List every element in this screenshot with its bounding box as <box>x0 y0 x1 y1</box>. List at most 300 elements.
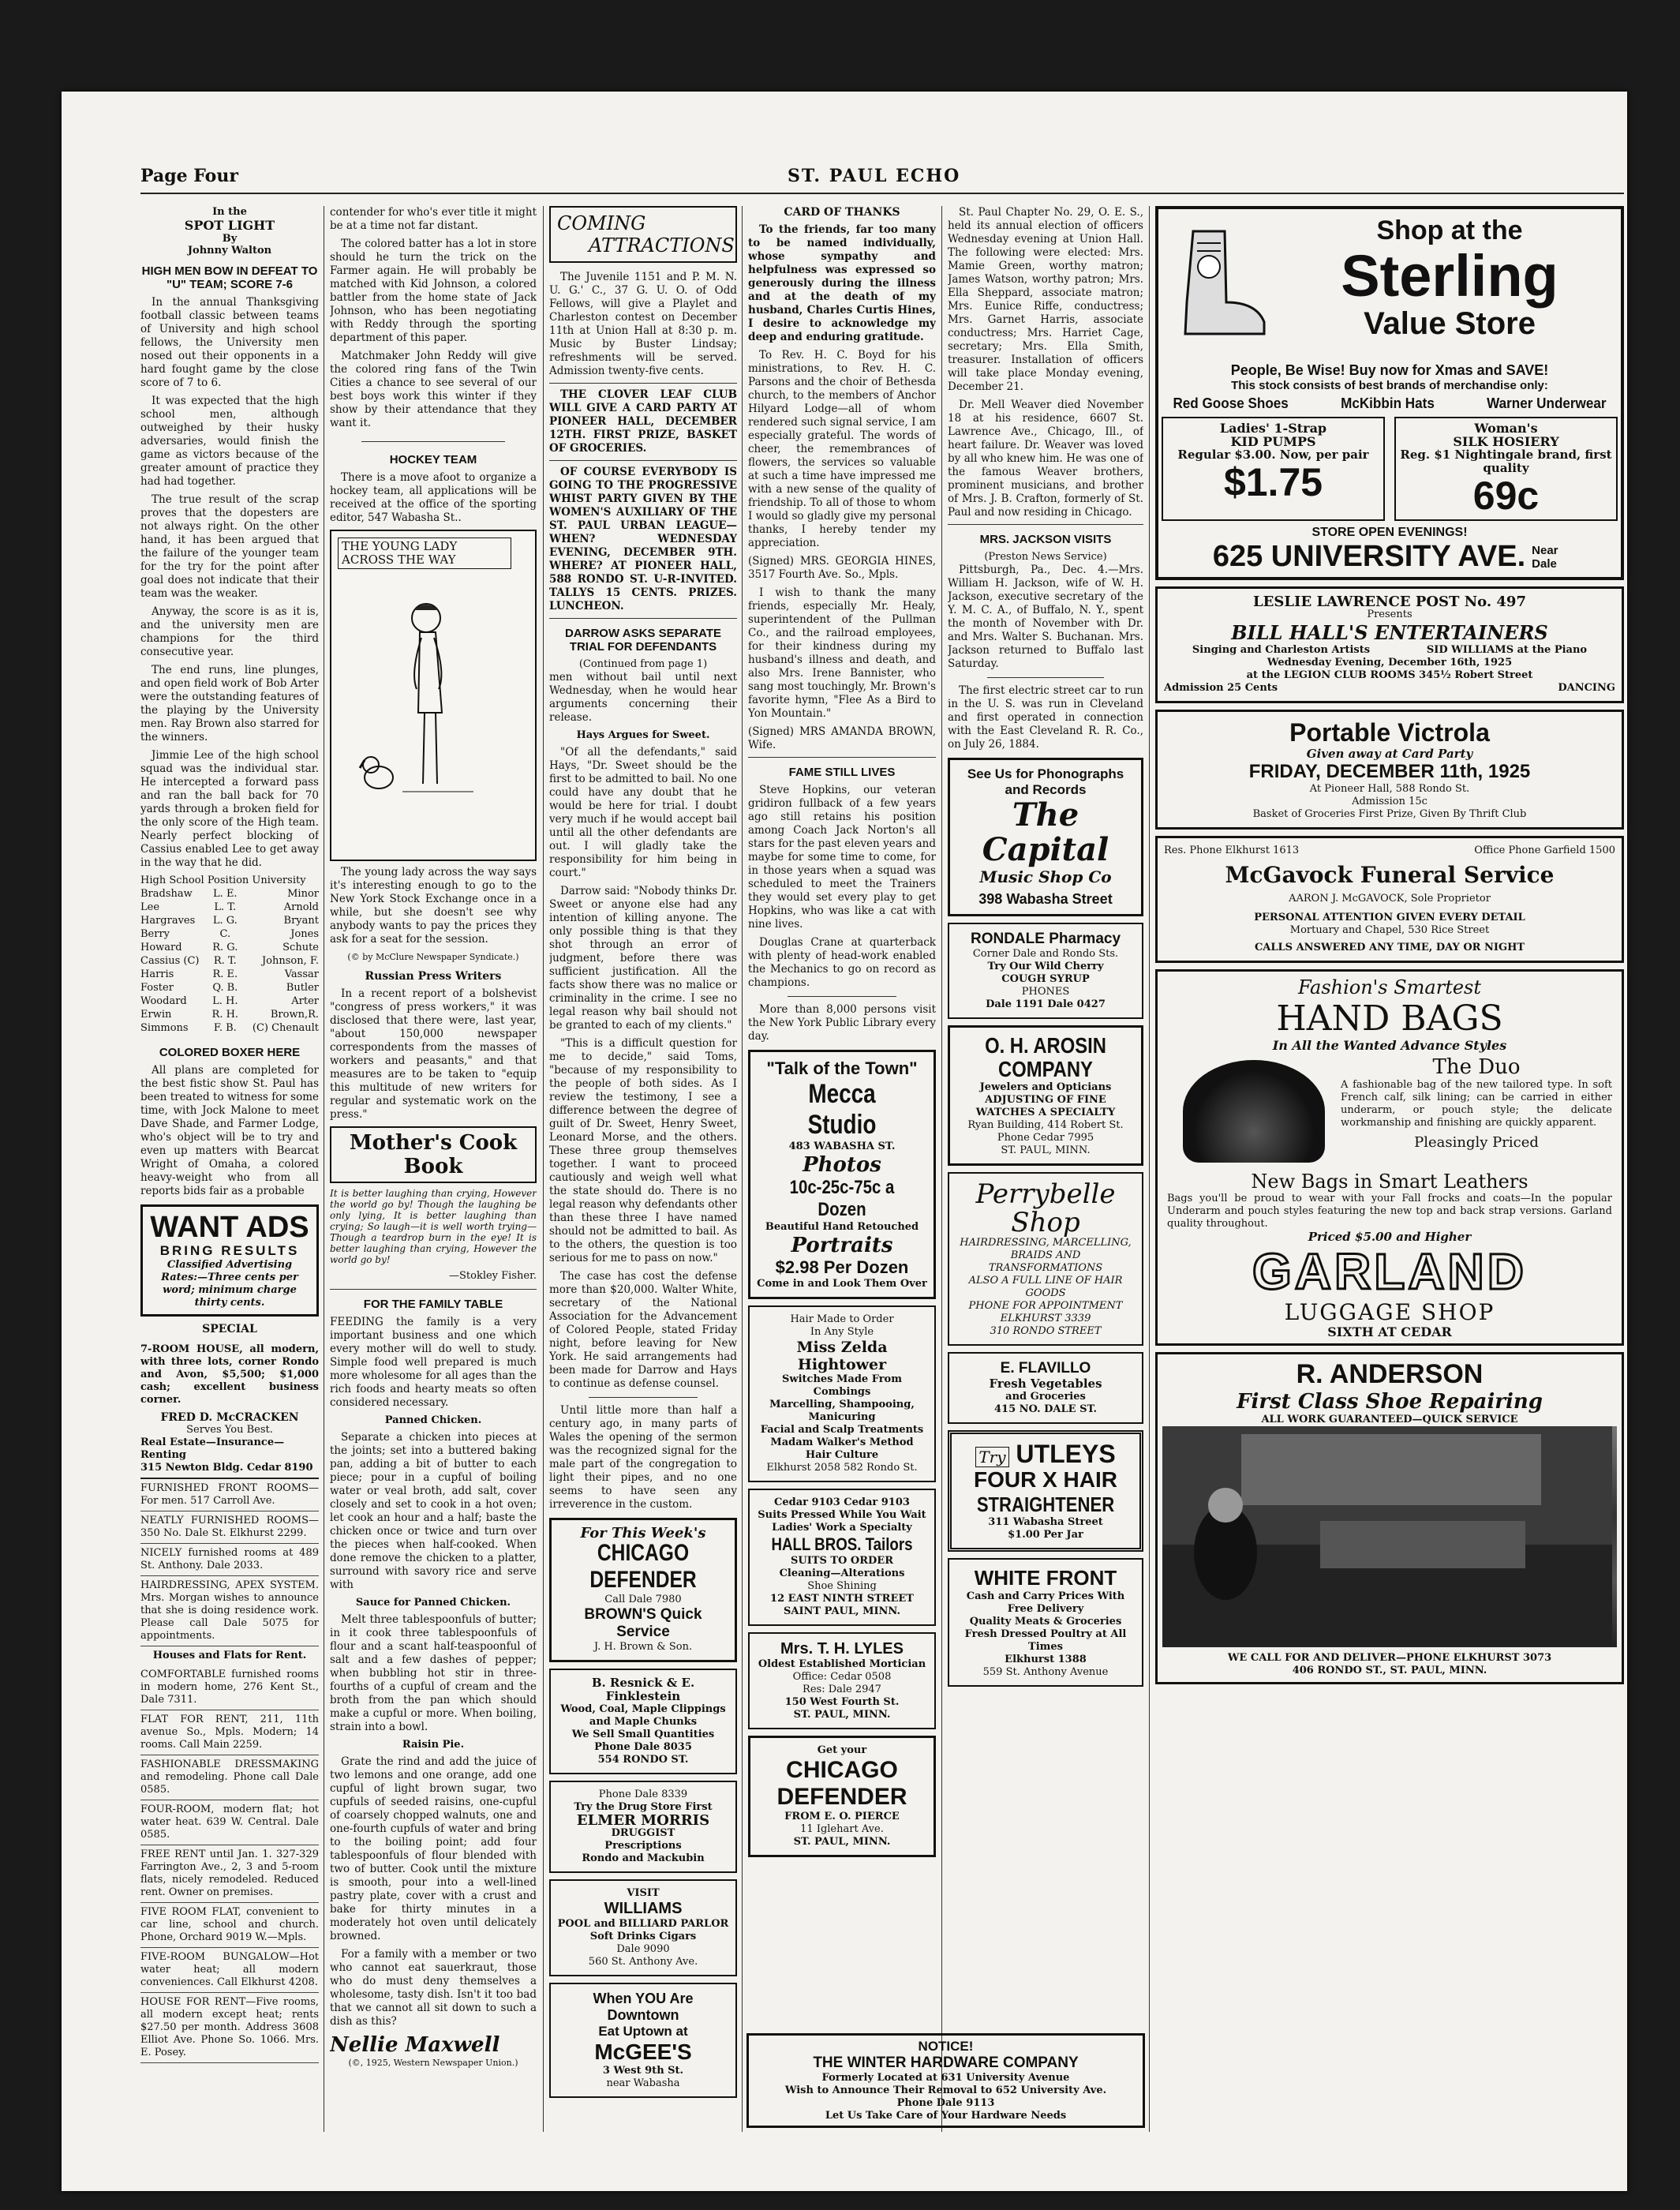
perrybelle-l7: 310 RONDO STREET <box>990 1325 1102 1337</box>
mecca-l7: Portraits <box>791 1234 893 1257</box>
want-ads-sub: BRING RESULTS <box>159 1243 300 1258</box>
handbags-l9: Priced $5.00 and Higher <box>1308 1230 1472 1244</box>
williams-l1: VISIT <box>627 1887 660 1899</box>
mcgavock-l4: AARON J. McGAVOCK, Sole Proprietor <box>1289 893 1491 905</box>
lineup-university: Jones <box>290 928 319 940</box>
lineup-row <box>140 1021 319 1035</box>
notice-l5: Phone Dale 9113 <box>896 2097 995 2109</box>
lineup-university: Arter <box>291 995 319 1007</box>
column-2 <box>330 206 537 2140</box>
hall-l4: HALL BROS. Tailors <box>771 1534 913 1554</box>
defender2-l1: Get your <box>817 1744 867 1756</box>
cookbook-banner: Mother's Cook Book <box>330 1126 537 1183</box>
lawrence-l4: Singing and Charleston Artists <box>1192 644 1371 656</box>
column-4 <box>748 206 936 2021</box>
family-headline: FOR THE FAMILY TABLE <box>363 1298 503 1311</box>
raisin-head: Raisin Pie. <box>402 1739 465 1751</box>
chicken-head: Panned Chicken. <box>384 1414 482 1426</box>
hays-head: Hays Argues for Sweet. <box>576 729 710 741</box>
cartoon-credit: (© by McClure Newspaper Syndicate.) <box>347 952 519 962</box>
newspaper-page <box>62 92 1627 2191</box>
cartoon-caption: The young lady across the way says it's interesting enough to go to the New York Stock Exchange once in a while, but she doesn't see why anybody wants to pay the prices they ask for a seat for the session. <box>330 866 537 946</box>
mccracken-l2: Serves You Best. <box>186 1424 273 1436</box>
defender-l1: For This Week's <box>580 1525 706 1541</box>
hosiery-box <box>1394 417 1618 521</box>
resnick-l3: We Sell Small Quantities <box>571 1729 715 1740</box>
brand-warner: Warner Underwear <box>1487 395 1607 411</box>
flavillo-ad <box>948 1352 1143 1424</box>
story-paragraph: It was expected that the high school men, although outweighed by their husky adversaries, would finish the game as victors because of the greater amount of practice they had had together. <box>140 395 319 488</box>
lineup-university: Schute <box>282 942 319 953</box>
lineup-high: Berry <box>140 928 170 940</box>
lineup-position: R. H. <box>211 1009 239 1021</box>
pumps-l1: Ladies' 1-Strap <box>1219 421 1327 436</box>
brand-red-goose: Red Goose Shoes <box>1173 395 1289 411</box>
lawrence-l7: at the LEGION CLUB ROOMS 345½ Robert Street <box>1246 669 1533 681</box>
arosin-l6: Phone Cedar 7995 <box>997 1132 1094 1144</box>
coming-attractions-box <box>549 206 737 263</box>
defender2-l3: DEFENDER <box>776 1784 907 1810</box>
story-paragraph: Anyway, the score is as it is, and the university men are champions for the third consecutive year. <box>140 605 319 658</box>
utleys-ad <box>948 1430 1143 1552</box>
lineup-high: Harris <box>140 968 174 980</box>
lineup-position: L. T. <box>214 901 237 913</box>
sterling-l4: People, Be Wise! Buy now for Xmas and SAVE! <box>1230 362 1549 378</box>
fame-headline: FAME STILL LIVES <box>788 766 896 779</box>
sterling-l1: Shop at the <box>1376 215 1523 245</box>
lawrence-l3: BILL HALL'S ENTERTAINERS <box>1231 621 1548 644</box>
mcgavock-l6: Mortuary and Chapel, 530 Rice Street <box>1289 924 1490 936</box>
mccracken-l4: 315 Newton Bldg. Cedar 8190 <box>140 1462 319 1479</box>
mcgavock-ad <box>1155 836 1624 963</box>
lawrence-l1: LESLIE LAWRENCE POST No. 497 <box>1253 594 1526 610</box>
page-number: Page Four <box>140 166 238 186</box>
defender-ad <box>549 1518 737 1662</box>
mcgee-l2: Eat Uptown at <box>598 2024 688 2039</box>
resnick-l2: Wood, Coal, Maple Clippings and Maple Chunks <box>560 1703 726 1728</box>
anderson-l4: WE CALL FOR AND DELIVER—PHONE ELKHURST 3073 <box>1227 1652 1552 1664</box>
lyles-l5: 150 West Fourth St. <box>784 1696 900 1708</box>
lineup-row <box>140 968 319 981</box>
thanks-paragraph: To the friends, far too many to be named individually, whose sympathy and helpfulness was expressed so generously during the illness and at the death of my husband, Charles Curtis Hines, I desire to acknowledge my deep and enduring gratitude. <box>748 223 936 343</box>
defender2-l2: CHICAGO <box>786 1757 898 1783</box>
boxer-cont: Matchmaker John Reddy will give the colored ring fans of the Twin Cities a chance to see several of our best boys work this winter if they show by their attendance that they want it. <box>330 350 537 429</box>
williams-l2: WILLIAMS <box>604 1900 683 1917</box>
darrow-paragraph: "This is a difficult question for me to decide," said Toms, "because of my responsibility to the people of both sides. As I review the testimony, I see a difference between the degree of guilt of Dr. Sweet, Henry Sweet, Leonard Morse, and the others. These three group themselves together. I want to proceed cautiously and weigh well what the state should do. There is no legal reason why defendants other than these three I have named should not be admitted to bail. As to the others, the question is too serious for me to pass on now." <box>549 1037 737 1264</box>
lyles-l3: Office: Cedar 0508 <box>792 1671 892 1683</box>
rondale-l5: PHONES <box>1021 986 1070 998</box>
sterling-l5: This stock consists of best brands of merchandise only: <box>1231 379 1548 392</box>
arosin-l7: ST. PAUL, MINN. <box>1001 1144 1091 1156</box>
chicken-paragraph: Separate a chicken into pieces at the joints; set into a buttered baking pan, adding a bit of butter to each piece; pour in a cupful of boiling water or veal broth, add salt, cover closely and set to cook in a hot oven; let cook an hour and a half; baste the chicken once or twice and turn over the pieces when half-cooked. When done remove the chicken to a platter, surround with savory rice and serve with <box>330 1431 537 1591</box>
flavillo-l3: and Groceries <box>1005 1391 1086 1403</box>
defender-l2: CHICAGO DEFENDER <box>589 1540 697 1593</box>
perrybelle-l5: PHONE FOR APPOINTMENT <box>968 1300 1123 1312</box>
resnick-l4: Phone Dale 8035 <box>594 1741 692 1753</box>
lineup-header: High School Position University <box>140 875 306 886</box>
mcgee-l4: 3 West 9th St. <box>602 2065 684 2077</box>
cookbook-poem: It is better laughing than crying, However the world go by! Though the laughing be only lying, It is better laughing than crying; So laugh—it is well worth trying— Though a teardrop burn in the eye! It is better laughing than crying, However the world go by! <box>330 1188 537 1265</box>
rondale-l3: Try Our Wild Cherry <box>987 961 1104 972</box>
notice-l2: THE WINTER HARDWARE COMPANY <box>813 2055 1079 2071</box>
pumps-box <box>1162 417 1385 521</box>
sterling-l3: Value Store <box>1364 306 1536 341</box>
mcgavock-l7: CALLS ANSWERED ANY TIME, DAY OR NIGHT <box>1254 942 1525 953</box>
weaver-paragraph: Dr. Mell Weaver died November 18 at his residence, 6607 St. Lawrence Ave., Chicago, Ill., of heart failure. Dr. Weaver was loved by all who knew him. He was one of the famous Weaver brothers, prominent musicians, and brother of Mrs. J. B. Crafton, formerly of St. Paul and now residing in Chicago. <box>948 399 1143 519</box>
handbags-l7: New Bags in Smart Leathers <box>1251 1171 1528 1193</box>
boxer-cont: The colored batter has a lot in store should he turn the trick on the Farmer again. He will probably be matched with Kid Johnson, a colored battler from the home state of Jack Johnson, who has been negotiating with Reddy through the sporting department of this paper. <box>330 238 537 344</box>
morris-l4: DRUGGIST <box>611 1827 675 1839</box>
defender-l4: BROWN'S Quick Service <box>584 1606 702 1640</box>
jackson-sub: (Preston News Service) <box>984 551 1107 563</box>
capital-l2: The Capital <box>982 796 1109 868</box>
library-paragraph: More than 8,000 persons visit the New York Public Library every day. <box>748 1003 936 1043</box>
column-5 <box>948 206 1143 2037</box>
mecca-studio-ad <box>748 1050 936 1299</box>
hall-l2: Suits Pressed While You Wait <box>758 1509 926 1521</box>
classified-ad: HOUSE FOR RENT—Five rooms, all modern except heat; rents $27.50 per month. Address 3608 Elliot Ave. Phone So. 1066. Mrs. E. Posey. <box>140 1993 319 2063</box>
lineup-position: R. G. <box>212 942 238 953</box>
page-header <box>140 161 1624 194</box>
perrybelle-l3: HAIRDRESSING, MARCELLING, BRAIDS AND TRANSFORMATIONS <box>960 1237 1132 1274</box>
notice-l6: Let Us Take Care of Your Hardware Needs <box>825 2110 1067 2122</box>
capital-music-ad <box>948 758 1143 916</box>
anderson-l2: First Class Shoe Repairing <box>1237 1390 1543 1414</box>
hall-l5: SUITS TO ORDER <box>790 1555 894 1567</box>
victrola-l1: Portable Victrola <box>1289 718 1490 747</box>
hockey-paragraph: There is a move afoot to organize a hockey team, all applications will be received at the office of the sporting editor, 547 Wabasha St.. <box>330 471 537 524</box>
williams-l6: 560 St. Anthony Ave. <box>588 1956 698 1968</box>
whitefront-l6: 559 St. Anthony Avenue <box>982 1666 1109 1678</box>
hightower-l6: Facial and Scalp Treatments <box>760 1424 924 1436</box>
special-ad: 7-ROOM HOUSE, all modern, with three lots, corner Rondo and Avon, $5,500; $1,000 cash; excellent business corner. <box>140 1343 319 1406</box>
handbags-l3: In All the Wanted Advance Styles <box>1272 1038 1507 1053</box>
lineup-position: L. H. <box>212 995 238 1007</box>
victrola-ad <box>1155 710 1624 830</box>
anderson-l3: ALL WORK GUARANTEED—QUICK SERVICE <box>1261 1414 1518 1425</box>
lineup-position: L. E. <box>213 888 238 900</box>
williams-l3: POOL and BILLIARD PARLOR <box>557 1918 729 1930</box>
attraction-item: THE CLOVER LEAF CLUB WILL GIVE A CARD PARTY AT PIONEER HALL, DECEMBER 12TH. FIRST PRIZE, BASKET OF GROCERIES. <box>549 388 737 455</box>
signature: Nellie Maxwell <box>330 2033 500 2057</box>
spotlight-title: SPOT LIGHT <box>184 218 275 233</box>
lineup-table <box>140 887 319 1035</box>
capital-l3: Music Shop Co <box>979 867 1112 886</box>
boxer-headline: COLORED BOXER HERE <box>159 1046 301 1059</box>
hosiery-l3: Reg. $1 Nightingale brand, first quality <box>1400 448 1612 475</box>
hightower-l5: Marcelling, Shampooing, Manicuring <box>769 1399 915 1423</box>
fame-paragraph: Steve Hopkins, our veteran gridiron fullback of a few years ago still retains his position among Coach Jack Norton's all stars for the past eleven years and maybe for some time to come, for in those years when a squad was scheduled to meet the Trainers they would set every play to get Hopkins, who was like a cat with nine lives. <box>748 784 936 931</box>
williams-l4: Soft Drinks Cigars <box>589 1931 697 1942</box>
morris-l1: Phone Dale 8339 <box>598 1789 688 1800</box>
classified-ad: FOUR-ROOM, modern flat; hot water heat. 639 W. Central. Dale 0585. <box>140 1800 319 1845</box>
coming-label: COMING <box>557 212 646 234</box>
handbags-l6: Pleasingly Priced <box>1414 1134 1539 1151</box>
thanks-paragraph: To Rev. H. C. Boyd for his ministrations, to Rev. H. C. Parsons and the choir of Bethesda church, to the members of Anchor Hilyard Lodge—all of whom rendered such signal service, I am especially grateful. The words of cheer, the remembrances of flowers, the services so valuable at such a time have impressed me with a new sense of the quality of friendship. To all of those to whom I would so gladly give my personal thanks, I hereby tender my appreciation. <box>748 349 936 549</box>
hall-l7: Shoe Shining <box>807 1580 877 1592</box>
lineup-university: Bryant <box>283 915 319 927</box>
hightower-l8: Elkhurst 2058 582 Rondo St. <box>766 1462 918 1474</box>
lineup-position: Q. B. <box>212 982 238 994</box>
attractions-label: ATTRACTIONS <box>589 234 735 257</box>
perrybelle-l6: ELKHURST 3339 <box>1000 1313 1091 1324</box>
mcgavock-l1: Res. Phone Elkhurst 1613 <box>1164 845 1300 856</box>
pumps-price: $1.75 <box>1223 460 1323 504</box>
hightower-ad <box>748 1305 936 1482</box>
classified-ad: FIVE-ROOM BUNGALOW—Hot water heat; all modern conveniences. Call Elkhurst 4208. <box>140 1948 319 1993</box>
cartoon-drawing <box>331 531 535 855</box>
lineup-university: Brown,R. <box>270 1009 319 1021</box>
classified-ad: FASHIONABLE DRESSMAKING and remodeling. Phone call Dale 0585. <box>140 1755 319 1800</box>
hall-l8: 12 EAST NINTH STREET <box>770 1593 914 1605</box>
arosin-l3: Jewelers and Opticians <box>979 1081 1112 1093</box>
lineup-row <box>140 901 319 914</box>
spotlight-l1: In the <box>212 206 247 218</box>
lyles-l2: Oldest Established Mortician <box>758 1658 926 1670</box>
jackson-paragraph: Pittsburgh, Pa., Dec. 4.—Mrs. William H. Jackson, wife of W. H. Jackson, executive secretary of the Y. M. C. A., of Buffalo, N. Y., spent the month of November with Dr. and Mrs. Walter S. Buchanan. Mrs. Jackson returned to Buffalo last Saturday. <box>948 564 1143 670</box>
defender-l5: J. H. Brown & Son. <box>593 1641 693 1653</box>
lyles-ad <box>748 1632 936 1729</box>
attraction-item: The Juvenile 1151 and P. M. N. U. G.' C., 37 G. U. O. of Odd Fellows, will give a Playlet and Charleston contest on December 11th at Union Hall at 8:30 p. m. Music by Buster Lindsay; refreshments will be served. Admission twenty-five cents. <box>549 271 737 377</box>
wales-paragraph: Until little more than half a century ago, in many parts of Wales the opening of the sermon was the recognized signal for the male part of the congregation to light their pipes, and no one seems to have seen any irreverence in the custom. <box>549 1404 737 1511</box>
capital-l1: See Us for Phonographs and Records <box>967 766 1124 797</box>
whitefront-l1: WHITE FRONT <box>974 1566 1117 1590</box>
lineup-row <box>140 887 319 901</box>
store-hours: STORE OPEN EVENINGS! <box>1311 526 1468 539</box>
anderson-ad <box>1155 1352 1624 1684</box>
lineup-high: Bradshaw <box>140 888 193 900</box>
classified-ad: FURNISHED FRONT ROOMS—For men. 517 Carroll Ave. <box>140 1479 319 1511</box>
sterling-l2: Sterling <box>1341 243 1558 309</box>
lineup-high: Hargraves <box>140 915 196 927</box>
lawrence-l9: DANCING <box>1558 682 1615 694</box>
utleys-l6: $1.00 Per Jar <box>1008 1529 1083 1541</box>
story-paragraph: The end runs, line plunges, and open field work of Bob Arter were the outstanding features of the playing by the University men. Ray Brown also starred for the winners. <box>140 664 319 744</box>
utleys-l3: FOUR X HAIR <box>974 1467 1117 1492</box>
classified-ad: Houses and Flats for Rent. <box>152 1650 307 1661</box>
fame-paragraph: Douglas Crane at quarterback with plenty of head-work enabled the Mechanics to go on record as champions. <box>748 936 936 989</box>
victrola-l3: FRIDAY, DECEMBER 11th, 1925 <box>1248 761 1531 782</box>
morris-l2: Try the Drug Store First <box>574 1801 713 1813</box>
resnick-ad <box>549 1669 737 1774</box>
garland-logo: GARLAND <box>1252 1243 1527 1300</box>
handbags-l8: Bags you'll be proud to wear with your Fall frocks and coats—In the popular Underarm and pouch styles featuring the new top and back strap versions. Garland quality throughout. <box>1167 1193 1612 1230</box>
masthead: ST. PAUL ECHO <box>788 166 961 186</box>
streetcar-paragraph: The first electric street car to run in the U. S. was run in Cleveland and first operated in connection with the East Cleveland R. R. Co., on July 26, 1884. <box>948 684 1143 751</box>
hightower-l7: Madam Walker's Method Hair Culture <box>770 1436 914 1461</box>
mcgavock-l5: PERSONAL ATTENTION GIVEN EVERY DETAIL <box>1254 912 1525 923</box>
arosin-ad <box>948 1025 1143 1166</box>
hall-l9: SAINT PAUL, MINN. <box>783 1605 900 1617</box>
classified-ad: COMFORTABLE furnished rooms in modern home, 276 Kent St., Dale 7311. <box>140 1665 319 1710</box>
williams-l5: Dale 9090 <box>616 1943 670 1955</box>
want-ads-box <box>140 1204 319 1317</box>
classified-ad: HAIRDRESSING, APEX SYSTEM. Mrs. Morgan wishes to announce that she is doing residence work. Please call Dale 5075 for appointments. <box>140 1576 319 1646</box>
want-ads-title: WANT ADS <box>150 1211 309 1244</box>
lawrence-post-ad <box>1155 586 1624 703</box>
arosin-l4: ADJUSTING OF FINE WATCHES A SPECIALTY <box>975 1094 1116 1118</box>
morris-ad <box>549 1781 737 1873</box>
mecca-l8: $2.98 Per Dozen <box>775 1257 909 1277</box>
darrow-paragraph: "Of all the defendants," said Hays, "Dr. Sweet should be the first to be admitted to bail. No one could have any doubt that he would be here for trial. I doubt very much if he would accept bail until all the other defendants are out. I will gladly take the responsibility for him being in court." <box>549 746 737 879</box>
press-paragraph: In a recent report of a bolshevist "congress of press workers," it was disclosed that there were, last year, "about 150,000 newspaper correspondents from the masses of workers and peasants," and that measures are to be taken to "equip this multitude of new writers for regular and systematic work on the press." <box>330 987 537 1121</box>
darrow-paragraph: The case has cost the defense more than $20,000. Walter White, secretary of the National Association for the Advancement of Colored People, stated Friday night, before leaving for New York. He said arrangements had been made for Darrow and Hays to continue as defense counsel. <box>549 1270 737 1390</box>
lineup-high: Woodard <box>140 995 187 1007</box>
lineup-high: Erwin <box>140 1009 172 1021</box>
defender-l3: Call Dale 7980 <box>604 1594 682 1605</box>
defender-pierce-ad <box>748 1736 936 1857</box>
raisin-paragraph: Grate the rind and add the juice of two lemons and one orange, add one cupful of light brown sugar, two cupfuls of seeded raisins, one-cupful of coarsely chopped walnuts, one and one-fourth cupfuls of water and bring to the boiling point; add four tablespoonfuls of flour blended with two of butter. Cook until the mixture is smooth, pour into a well-lined pastry plate, cover with a crust and bake for thirty minutes in a moderately hot oven until delicately browned. <box>330 1755 537 1942</box>
lineup-high: Cassius (C) <box>140 955 200 967</box>
mccracken-name: FRED D. McCRACKEN <box>160 1411 299 1424</box>
mecca-l5: 10c-25c-75c a Dozen <box>789 1177 895 1220</box>
lawrence-l6: Wednesday Evening, December 16th, 1925 <box>1267 657 1513 669</box>
thanks-head: CARD OF THANKS <box>784 206 900 219</box>
column-6 <box>1155 206 1624 2140</box>
mccracken-l3: Real Estate—Insurance—Renting <box>140 1436 285 1461</box>
utleys-try: Try <box>975 1447 1008 1467</box>
victrola-l5: Admission 15c <box>1352 796 1427 807</box>
whitefront-l4: Fresh Dressed Poultry at All Times <box>964 1628 1127 1653</box>
williams-ad <box>549 1879 737 1976</box>
brand-mckibbin: McKibbin Hats <box>1341 395 1435 411</box>
handbags-l11: LUGGAGE SHOP <box>1284 1299 1495 1325</box>
handbags-l12: SIXTH AT CEDAR <box>1327 1324 1452 1339</box>
morris-l6: Rondo and Mackubin <box>582 1852 705 1864</box>
boxer-paragraph: All plans are completed for the best fistic show St. Paul has been treated to witness for some time, with Jock Malone to meet Dave Shade, and Farmer Lodge, who's object will be to try and even up matters with Bearcat Wright of Omaha, a colored heavy-weight who from all reports bids fair as a probable <box>140 1064 319 1197</box>
rondale-l6: Dale 1191 Dale 0427 <box>986 998 1106 1010</box>
darrow-headline: DARROW ASKS SEPARATE TRIAL FOR DEFENDANTS <box>564 627 722 654</box>
lineup-position: C. <box>219 928 231 940</box>
lineup-university: Butler <box>286 982 319 994</box>
store-near: Near Dale <box>1532 543 1558 571</box>
mcgavock-l2: Office Phone Garfield 1500 <box>1474 845 1615 856</box>
special-head: SPECIAL <box>202 1323 257 1335</box>
jackson-headline: MRS. JACKSON VISITS <box>979 533 1112 546</box>
hall-bros-ad <box>748 1489 936 1626</box>
victrola-l2: Given away at Card Party <box>1306 747 1473 761</box>
story-paragraph: Jimmie Lee of the high school squad was the individual star. He intercepted a forward pass and ran the ball back for 70 yards through a broken field for the only score of the High team. Nearly perfect blocking of Cassius enabled Lee to get away in the way that he did. <box>140 749 319 869</box>
garland-handbags-ad <box>1155 969 1624 1346</box>
lineup-high: Simmons <box>140 1022 189 1034</box>
hosiery-price: 69c <box>1472 474 1540 518</box>
victrola-l4: At Pioneer Hall, 588 Rondo St. <box>1309 783 1470 795</box>
lineup-high: Foster <box>140 982 174 994</box>
rondale-ad <box>948 923 1143 1019</box>
mcgee-l3: McGEE'S <box>594 2040 692 2064</box>
utleys-l5: 311 Wabasha Street <box>988 1516 1103 1528</box>
poem-credit: —Stokley Fisher. <box>449 1270 537 1282</box>
defender2-l5: 11 Iglehart Ave. <box>800 1823 884 1835</box>
mecca-l2: Mecca Studio <box>807 1079 877 1140</box>
hightower-l2: In Any Style <box>810 1326 874 1338</box>
attraction-item: OF COURSE EVERYBODY IS GOING TO THE PROGRESSIVE WHIST PARTY GIVEN BY THE WOMEN'S AUXILIARY OF THE ST. PAUL URBAN LEAGUE—WHEN? WEDNESDAY EVENING, DECEMBER 9TH. WHERE? AT PIONEER HALL, 588 RONDO ST. U-R-INVITED. TALLYS 15 CENTS. PRIZES. LUNCHEON. <box>549 466 737 612</box>
lyles-l4: Res: Dale 2947 <box>803 1684 881 1695</box>
lineup-position: R. E. <box>212 968 238 980</box>
anderson-l1: R. ANDERSON <box>1296 1359 1484 1389</box>
capital-l4: 398 Wabasha Street <box>978 891 1113 907</box>
lineup-row <box>140 914 319 927</box>
notice-l1: NOTICE! <box>918 2039 974 2054</box>
classified-ad: FREE RENT until Jan. 1. 327-329 Farrington Ave., 2, 3 and 5-room flats, nicely remodeled. Reduced rent. Owner on premises. <box>140 1845 319 1903</box>
defender2-l4: FROM E. O. PIERCE <box>784 1811 900 1822</box>
flavillo-l4: 415 NO. DALE ST. <box>993 1403 1097 1415</box>
perrybelle-ad <box>948 1172 1143 1346</box>
whitefront-l5: Elkhurst 1388 <box>1005 1654 1087 1665</box>
sterling-ad <box>1155 206 1624 580</box>
classified-ad: NEATLY FURNISHED ROOMS—350 No. Dale St. Elkhurst 2299. <box>140 1511 319 1544</box>
classified-ad: FLAT FOR RENT, 211, 11th avenue So., Mpls. Modern; 14 rooms. Call Main 2259. <box>140 1710 319 1755</box>
lineup-row <box>140 994 319 1008</box>
whitefront-l3: Quality Meats & Groceries <box>969 1616 1122 1628</box>
mecca-l1: "Talk of the Town" <box>766 1058 918 1078</box>
store-address: 625 UNIVERSITY AVE. <box>1212 540 1526 573</box>
hightower-l4: Switches Made From Combings <box>782 1373 902 1398</box>
story-headline: HIGH MEN BOW IN DEFEAT TO "U" TEAM; SCORE 7-6 <box>141 264 318 291</box>
mecca-l4: Photos <box>803 1153 881 1177</box>
victrola-l6: Basket of Groceries First Prize, Given By Thrift Club <box>1252 808 1527 820</box>
defender2-l6: ST. PAUL, MINN. <box>793 1836 891 1848</box>
oes-paragraph: St. Paul Chapter No. 29, O. E. S., held its annual election of officers Wednesday evening at Union Hall. The following were elected: Mrs. Mamie Green, worthy matron; James Watson, worthy patron; Mrs. Ella Sheppard, associate matron; Mrs. Eunice Riffe, conductress; Mrs. Garnet Harris, associate conductress; Mrs. Harriet Cage, secretary; Mrs. Ella Smith, treasurer. Installation of officers will take place Monday evening, December 21. <box>948 206 1143 393</box>
utleys-l4: STRAIGHTENER <box>976 1493 1115 1516</box>
lineup-row <box>140 954 319 968</box>
classified-ad: FIVE ROOM FLAT, convenient to car line, school and church. Phone, Orchard 9019 W.—Mpls. <box>140 1903 319 1948</box>
darrow-paragraph: Darrow said: "Nobody thinks Dr. Sweet or anyone else had any intention of killing anyone. The only possible thing is that they shot through an error of judgment, before there was sufficient justification. All the facts show there was no malice or criminality in the crime. I see no legal reason why bail should not be granted to each of my clients." <box>549 885 737 1032</box>
shoe-icon <box>1177 223 1272 342</box>
handbags-l5: A fashionable bag of the new tailored type. In soft French calf, silk lining; can be carried in either underarm, or pouch style; the delicate workmanship and finishing are quickly apparent. <box>1341 1079 1612 1129</box>
lineup-university: Arnold <box>283 901 319 913</box>
perrybelle-l1: Perrybelle <box>975 1178 1116 1210</box>
lineup-position: L. G. <box>212 915 238 927</box>
flavillo-l2: Fresh Vegetables <box>989 1377 1102 1391</box>
shop-photo-drawing <box>1162 1426 1612 1647</box>
column-3 <box>549 206 737 2140</box>
cartoon-panel <box>330 530 537 861</box>
flavillo-l1: E. FLAVILLO <box>1000 1360 1091 1377</box>
lyles-l6: ST. PAUL, MINN. <box>793 1709 891 1721</box>
mecca-l9: Come in and Look Them Over <box>757 1278 927 1290</box>
mecca-l3: 483 WABASHA ST. <box>788 1141 896 1152</box>
rondale-l4: COUGH SYRUP <box>1001 973 1090 985</box>
lineup-high: Howard <box>140 942 182 953</box>
spotlight-by: By <box>222 233 238 245</box>
darrow-paragraph: men without bail until next Wednesday, when he would hear arguments concerning their release. <box>549 671 737 724</box>
lineup-university: (C) Chenault <box>252 1022 319 1034</box>
spotlight-author: Johnny Walton <box>187 245 272 257</box>
anderson-l5: 406 RONDO ST., ST. PAUL, MINN. <box>1292 1665 1487 1676</box>
shop-photo <box>1162 1426 1617 1647</box>
want-ads-rates: Classified Advertising Rates:—Three cents per word; minimum charge thirty cents. <box>161 1259 298 1309</box>
lineup-row <box>140 981 319 994</box>
lawrence-l5: SID WILLIAMS at the Piano <box>1426 644 1588 656</box>
boxer-cont: contender for who's ever title it might be at a time not far distant. <box>330 206 537 232</box>
rondale-l2: Corner Dale and Rondo Sts. <box>972 948 1119 960</box>
classified-ad: NICELY furnished rooms at 489 St. Anthony. Dale 2033. <box>140 1544 319 1576</box>
cartoon-title: THE YOUNG LADY ACROSS THE WAY <box>338 538 511 569</box>
mcgee-l1: When YOU Are Downtown <box>593 1991 694 2023</box>
mecca-l6: Beautiful Hand Retouched <box>765 1221 919 1233</box>
lineup-row <box>140 941 319 954</box>
lawrence-l8: Admission 25 Cents <box>1164 682 1278 694</box>
lineup-row <box>140 927 319 941</box>
hall-l3: Ladies' Work a Specialty <box>772 1522 912 1534</box>
pumps-l3: Regular $3.00. Now, per pair <box>1177 448 1369 462</box>
lineup-university: Minor <box>287 888 319 900</box>
whitefront-l2: Cash and Carry Prices With Free Delivery <box>966 1590 1125 1615</box>
family-paragraph: FEEDING the family is a very important business and one which every mother will do well to study. Simple food well prepared is much more wholesome for all ages than the rich foods and hearty meats so often considered necessary. <box>330 1316 537 1409</box>
mcgavock-l3: McGavock Funeral Service <box>1225 862 1555 888</box>
hosiery-l2: SILK HOSIERY <box>1453 434 1559 449</box>
